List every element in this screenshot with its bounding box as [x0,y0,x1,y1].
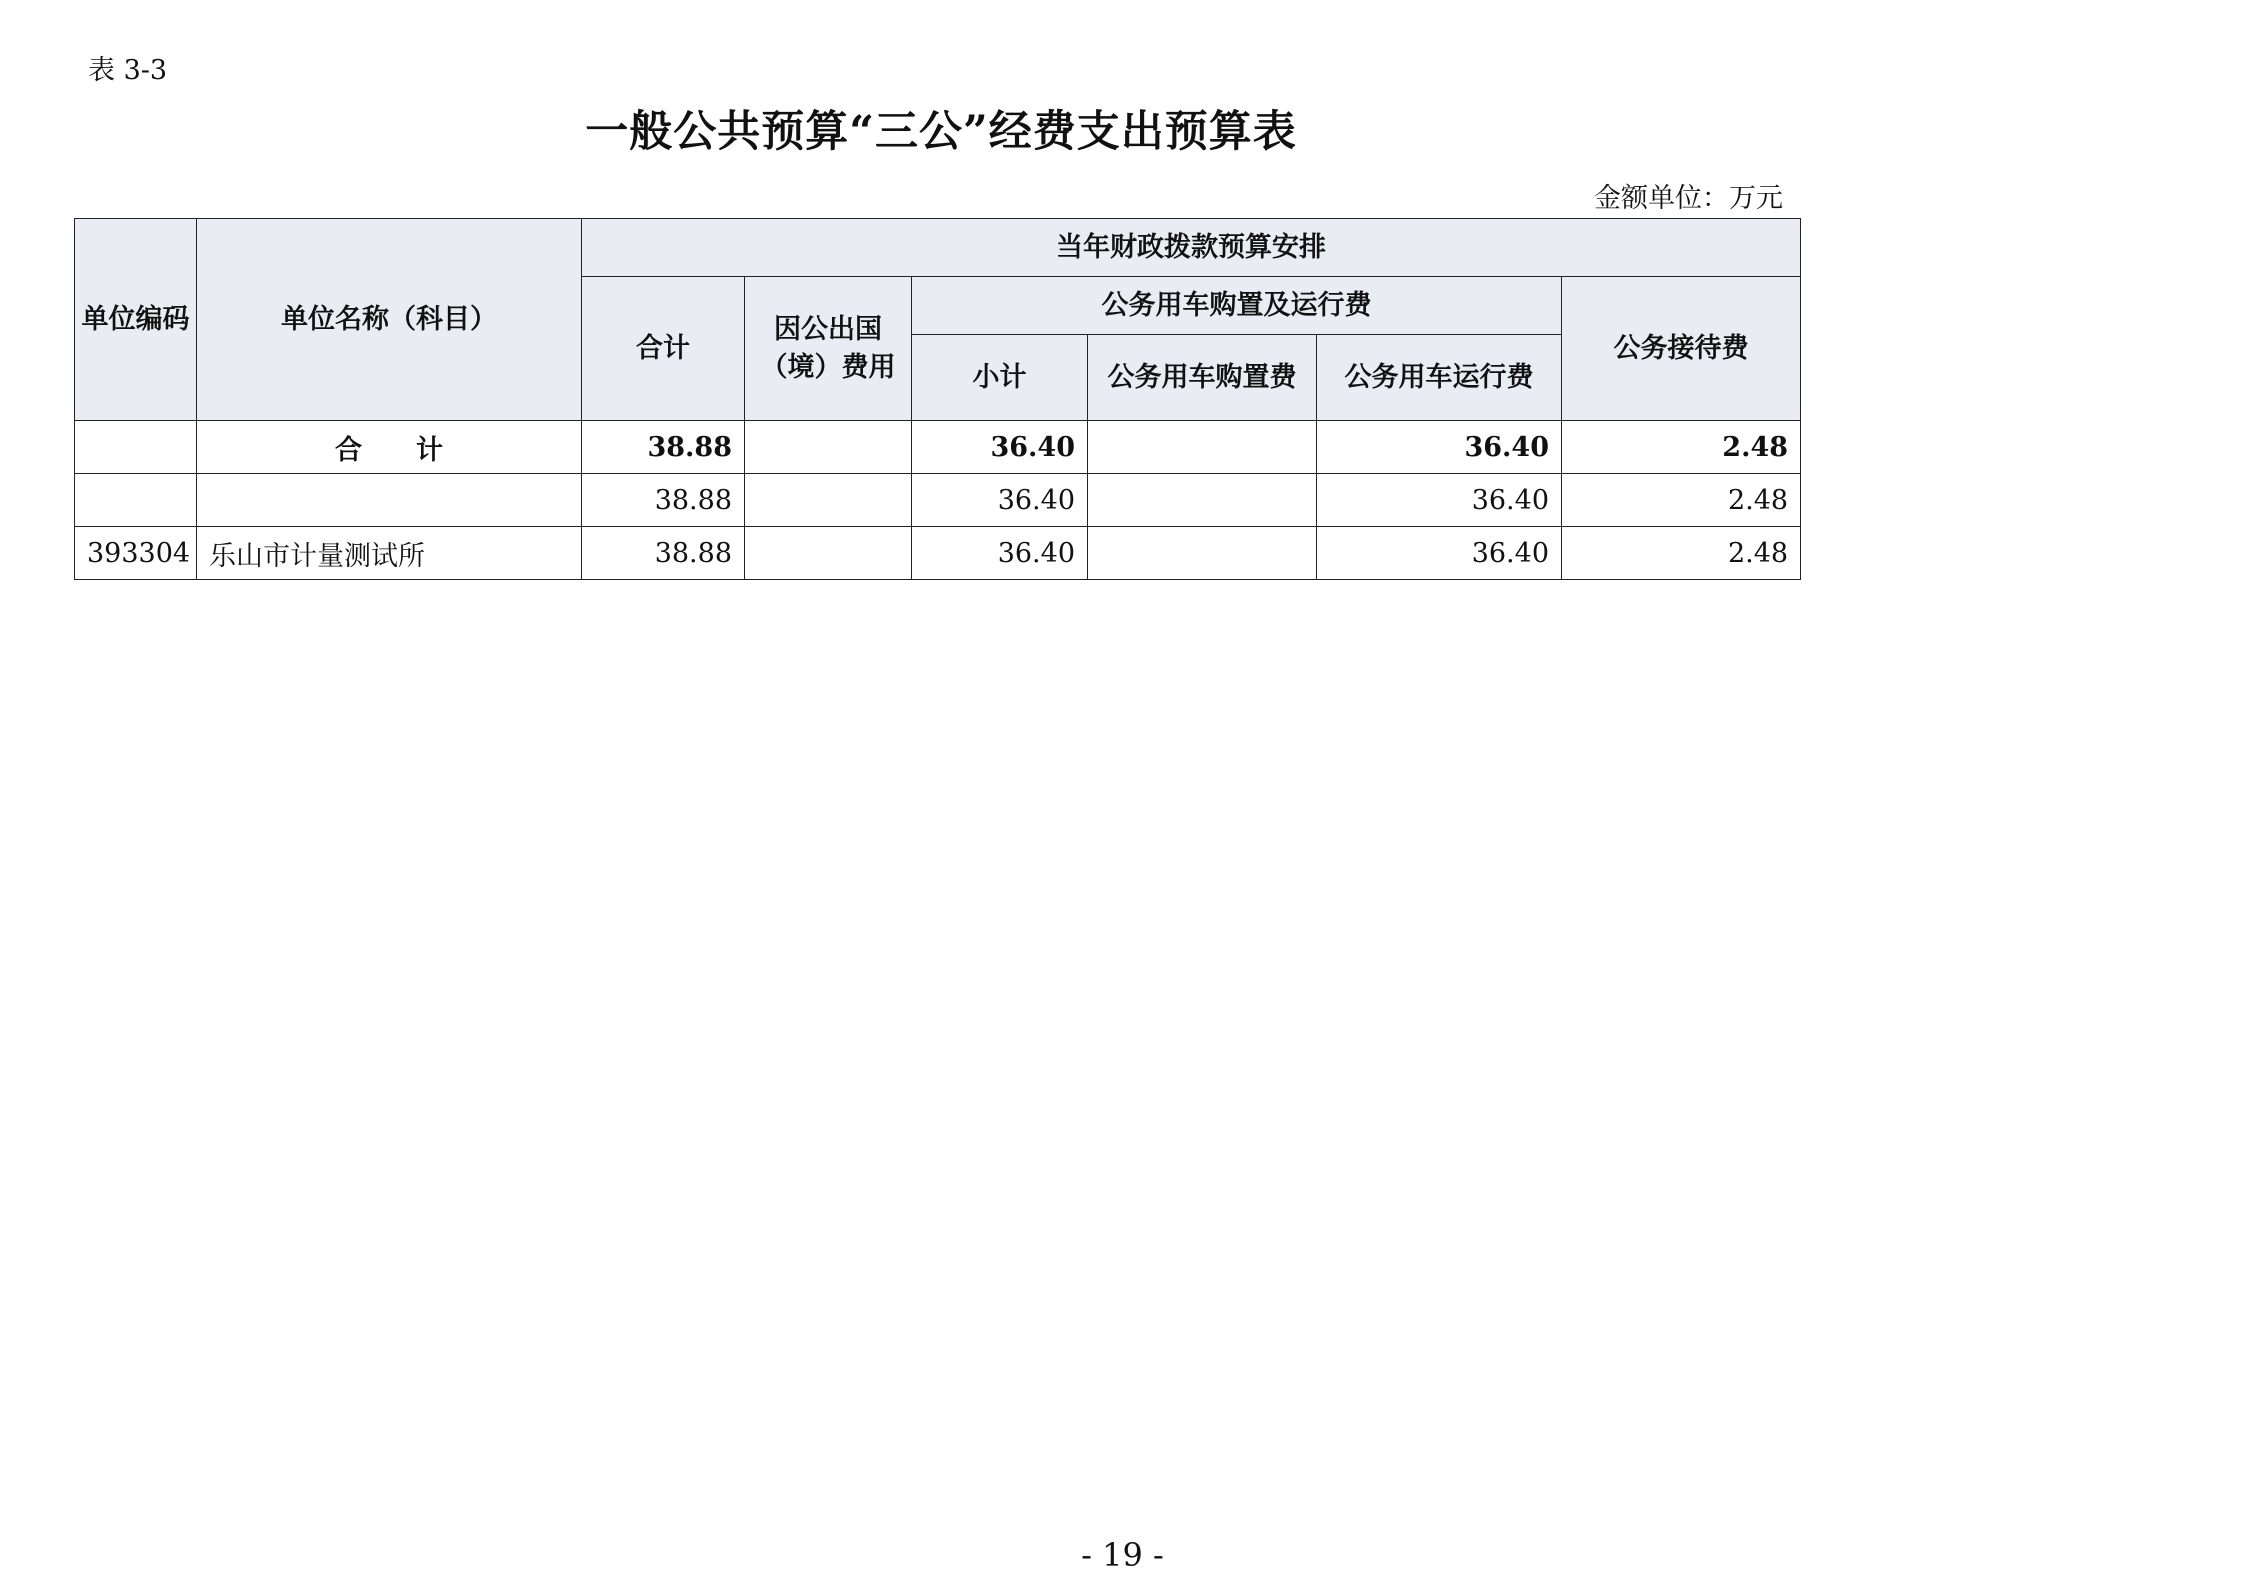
amount-unit: 金额单位：万元 [1594,183,1783,214]
cell-total: 38.88 [582,421,745,474]
page-number: - 19 - [1081,1536,1164,1574]
table-number: 表 3-3 [88,55,168,86]
cell-overseas [745,527,912,580]
cell-reception: 2.48 [1562,421,1801,474]
cell-operation: 36.40 [1317,421,1562,474]
header-unit-code: 单位编码 [75,219,197,421]
header-vehicle-purchase: 公务用车购置费 [1088,335,1317,421]
budget-table [74,218,1801,580]
header-subtotal: 小计 [912,335,1088,421]
header-overseas: 因公出国（境）费用 [745,277,912,421]
cell-code [75,421,197,474]
cell-subtotal: 36.40 [912,421,1088,474]
cell-name: 合 计 [197,421,582,474]
cell-code: 393304 [75,527,197,580]
cell-operation: 36.40 [1317,474,1562,527]
table-row [75,527,1801,580]
cell-reception: 2.48 [1562,474,1801,527]
header-vehicle: 公务用车购置及运行费 [912,277,1562,335]
cell-subtotal: 36.40 [912,474,1088,527]
header-total: 合计 [582,277,745,421]
cell-code [75,474,197,527]
cell-purchase [1088,474,1317,527]
cell-total: 38.88 [582,474,745,527]
cell-reception: 2.48 [1562,527,1801,580]
header-reception: 公务接待费 [1562,277,1801,421]
cell-name: 乐山市计量测试所 [197,527,582,580]
table-row [75,421,1801,474]
cell-overseas [745,421,912,474]
header-vehicle-operation: 公务用车运行费 [1317,335,1562,421]
page-title: 一般公共预算“三公”经费支出预算表 [585,107,1297,157]
table-row [75,474,1801,527]
cell-subtotal: 36.40 [912,527,1088,580]
header-current-year: 当年财政拨款预算安排 [582,219,1801,277]
cell-operation: 36.40 [1317,527,1562,580]
cell-overseas [745,474,912,527]
cell-name [197,474,582,527]
cell-purchase [1088,527,1317,580]
header-unit-name: 单位名称（科目） [197,219,582,421]
cell-total: 38.88 [582,527,745,580]
cell-purchase [1088,421,1317,474]
